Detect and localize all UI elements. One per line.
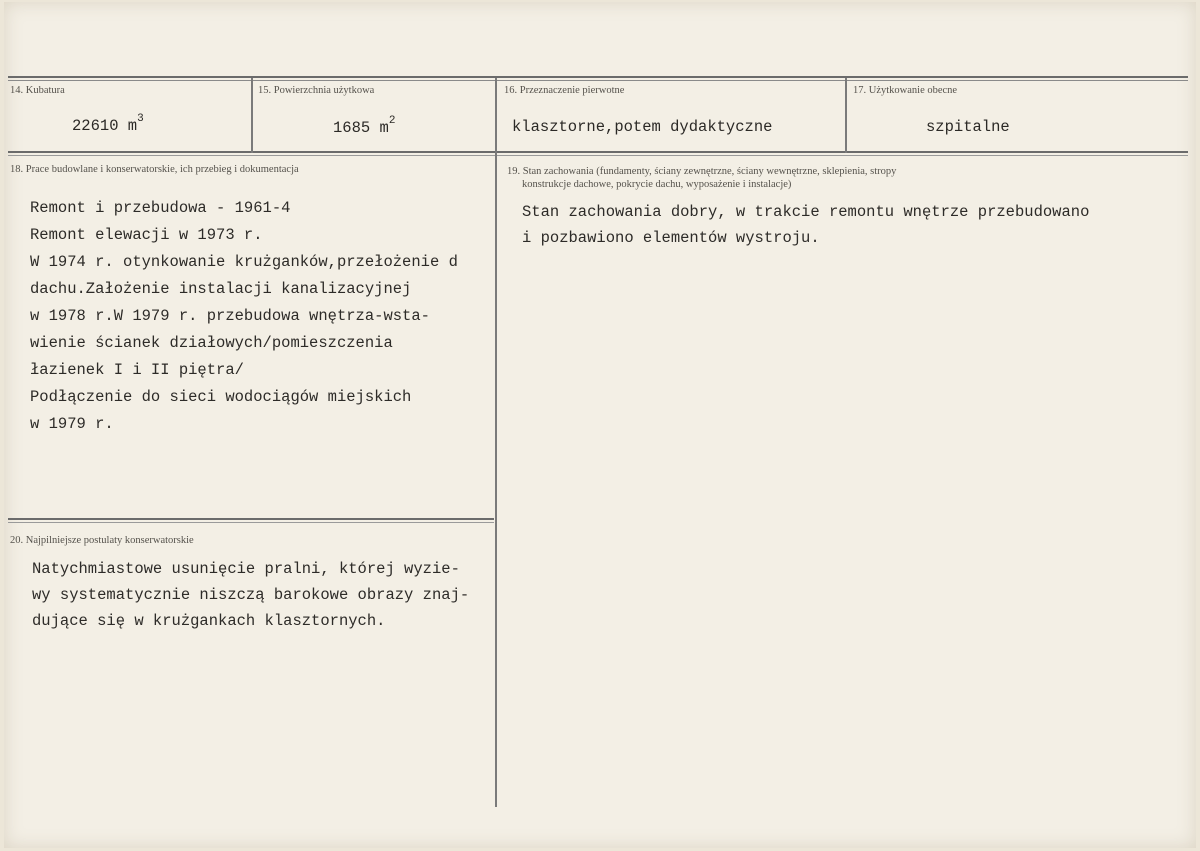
field-18-line: w 1979 r. [30, 415, 114, 433]
col-divider-16-17 [845, 78, 847, 153]
field-17-label: 17. Użytkowanie obecne [853, 85, 958, 96]
top-rule [8, 76, 1188, 78]
field-14-unit-exponent: 3 [137, 113, 144, 125]
field-19-line: i pozbawiono elementów wystroju. [522, 229, 820, 247]
field-20-line: Natychmiastowe usunięcie pralni, której wyzie- [32, 560, 460, 578]
field-20-line: dujące się w krużgankach klasztornych. [32, 612, 386, 630]
col-divider-main [495, 153, 497, 807]
field-18-line: wienie ścianek działowych/pomieszczenia [30, 334, 393, 352]
section-divider-18-20 [8, 518, 494, 520]
field-18-line: W 1974 r. otynkowanie krużganków,przełożenie d [30, 253, 458, 271]
field-16-label: 16. Przeznaczenie pierwotne [504, 85, 625, 96]
field-19-label-line1: 19. Stan zachowania (fundamenty, ściany zewnętrzne, ściany wewnętrzne, sklepienia, stropy [507, 166, 897, 177]
field-20-label: 20. Najpilniejsze postulaty konserwatorskie [10, 535, 194, 546]
col-divider-14-15 [251, 78, 253, 153]
field-14-value [72, 113, 144, 136]
field-18-label: 18. Prace budowlane i konserwatorskie, ich przebieg i dokumentacja [10, 164, 299, 175]
section-divider-18-20b [8, 522, 494, 523]
field-17-value: szpitalne [926, 118, 1010, 136]
field-15-number: 1685 m [333, 119, 389, 138]
top-rule-inner [8, 80, 1188, 81]
field-15-value [333, 115, 396, 138]
row-divider-1 [8, 151, 1188, 153]
field-18-text [30, 195, 458, 438]
field-18-line: łazienek I i II piętra/ [30, 361, 244, 379]
field-19-line: Stan zachowania dobry, w trakcie remontu wnętrze przebudowano [522, 203, 1090, 221]
field-14-label: 14. Kubatura [10, 85, 65, 96]
col-divider-15-16 [495, 78, 497, 153]
field-18-line: Remont i przebudowa - 1961-4 [30, 199, 291, 217]
row-divider-1b [8, 155, 1188, 156]
field-15-unit-exponent: 2 [388, 115, 396, 127]
field-16-value: klasztorne,potem dydaktyczne [512, 118, 773, 136]
field-19-label-line2: konstrukcje dachowe, pokrycie dachu, wyposażenie i instalacje) [522, 179, 792, 190]
field-18-line: w 1978 r.W 1979 r. przebudowa wnętrza-wsta- [30, 307, 430, 325]
field-18-line: Podłączenie do sieci wodociągów miejskich [30, 388, 412, 406]
field-14-number: 22610 m [72, 117, 138, 136]
field-20-text [32, 556, 469, 634]
field-18-line: Remont elewacji w 1973 r. [30, 226, 263, 244]
field-15-label: 15. Powierzchnia użytkowa [258, 85, 375, 96]
field-20-line: wy systematycznie niszczą barokowe obrazy znaj- [32, 586, 470, 604]
field-19-text [522, 199, 1089, 251]
field-18-line: dachu.Założenie instalacji kanalizacyjnej [30, 280, 412, 298]
